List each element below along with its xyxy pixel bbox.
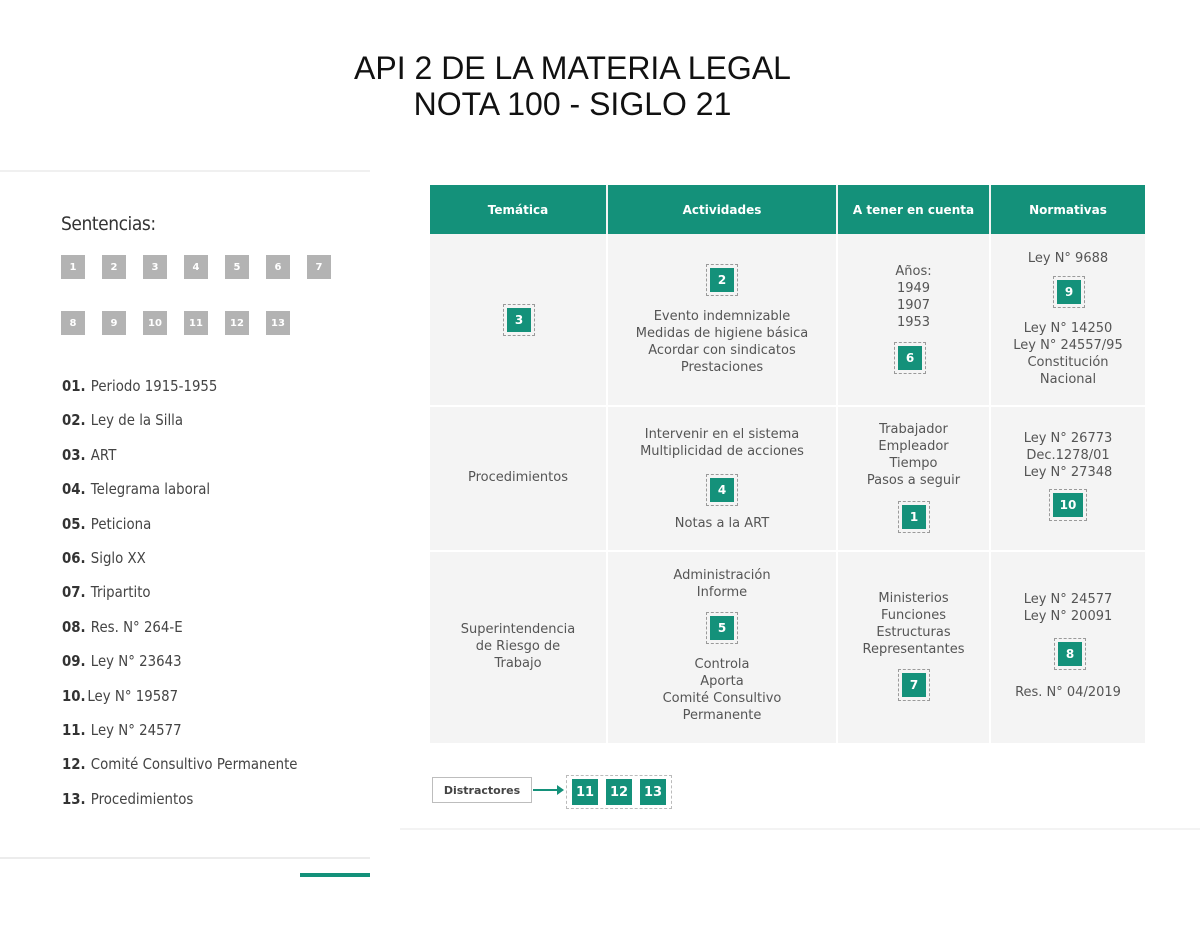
sentencia-chip-9[interactable]: 9: [102, 311, 126, 335]
legend-label: ART: [90, 445, 117, 464]
sentencia-chip-8[interactable]: 8: [61, 311, 85, 335]
legend-label: Ley de la Silla: [90, 411, 184, 430]
badge-8[interactable]: 8: [1058, 642, 1082, 666]
cell-normativas-row2: Ley N° 26773 Dec.1278/01 Ley N° 27348: [1023, 431, 1113, 480]
legend-item: [62, 614, 298, 648]
arrow-right-icon: [533, 789, 559, 791]
header-actividades: Actividades: [608, 185, 836, 234]
sentencia-chip-2[interactable]: 2: [102, 255, 126, 279]
cell-actividades-row3-top: Administración Informe: [673, 568, 771, 600]
legend-item: [62, 751, 298, 785]
legend-num: 08.: [62, 617, 86, 636]
legend-label: Procedimientos: [90, 789, 194, 808]
legend-label: Res. N° 264-E: [90, 617, 183, 636]
sentencias-heading: Sentencias:: [61, 213, 156, 235]
badge-3[interactable]: 3: [507, 308, 531, 332]
content-divider-bottom: [400, 828, 1200, 830]
header-tematica: Temática: [430, 185, 606, 234]
legend-num: 03.: [62, 445, 86, 464]
badge-10[interactable]: 10: [1053, 493, 1083, 517]
row-divider: [430, 405, 1145, 407]
legend-label: Ley N° 24577: [90, 720, 182, 739]
legend-num: 04.: [62, 480, 86, 499]
legend-item: [62, 683, 298, 717]
legend-num: 13.: [62, 789, 86, 808]
cell-tener-row2: Trabajador Empleador Tiempo Pasos a seguir: [866, 422, 961, 488]
cell-tener-row3: Ministerios Funciones Estructuras Representantes: [862, 591, 965, 657]
legend-num: 12.: [62, 755, 86, 774]
sentencias-legend: [62, 373, 336, 820]
sentencia-chip-10[interactable]: 10: [143, 311, 167, 335]
cell-actividades-row1: Evento indemnizable Medidas de higiene básica Acordar con sindicatos Prestaciones: [635, 309, 809, 375]
legend-item: [62, 476, 298, 510]
cell-normativas-row3-top: Ley N° 24577 Ley N° 20091: [1023, 592, 1113, 624]
sentencia-chip-5[interactable]: 5: [225, 255, 249, 279]
panel-divider-bottom: [0, 857, 370, 859]
header-normativas: Normativas: [991, 185, 1145, 234]
legend-num: 09.: [62, 652, 86, 671]
column-divider: [989, 234, 991, 743]
cell-normativas-row1-top: Ley N° 9688: [1027, 251, 1109, 266]
badge-5[interactable]: 5: [710, 616, 734, 640]
badge-2[interactable]: 2: [710, 268, 734, 292]
arrow-head-icon: [557, 785, 564, 795]
legend-label: Periodo 1915-1955: [90, 377, 218, 395]
cell-normativas-row3-bottom: Res. N° 04/2019: [1015, 685, 1121, 700]
page-title: [0, 50, 1145, 122]
legend-label: Peticiona: [90, 514, 152, 533]
sentencia-chip-11[interactable]: 11: [184, 311, 208, 335]
distractores-label: Distractores: [432, 777, 532, 803]
cell-actividades-row2-bottom: Notas a la ART: [674, 516, 770, 531]
legend-item: [62, 545, 298, 579]
sentencia-chip-3[interactable]: 3: [143, 255, 167, 279]
legend-item: [62, 786, 298, 820]
legend-item: [62, 407, 298, 441]
legend-item: [62, 442, 298, 476]
distractor-badge-12[interactable]: 12: [606, 779, 632, 805]
sentencia-chip-7[interactable]: 7: [307, 255, 331, 279]
header-tener-en-cuenta: A tener en cuenta: [838, 185, 989, 234]
badge-9[interactable]: 9: [1057, 280, 1081, 304]
cell-actividades-row3-bottom: Controla Aporta Comité Consultivo Permanente: [662, 657, 782, 723]
legend-label: Tripartito: [90, 583, 151, 602]
cell-tener-row1: Años: 1949 1907 1953: [895, 264, 932, 330]
cell-tematica-procedimientos: Procedimientos: [468, 470, 568, 485]
legend-num: 07.: [62, 583, 86, 602]
badge-6[interactable]: 6: [898, 346, 922, 370]
panel-divider-top: [0, 170, 370, 172]
legend-num: 01.: [62, 377, 86, 395]
legend-label: Telegrama laboral: [90, 480, 211, 499]
distractor-badge-13[interactable]: 13: [640, 779, 666, 805]
sentencia-chip-6[interactable]: 6: [266, 255, 290, 279]
legend-num: 05.: [62, 514, 86, 533]
title-line-1: API 2 DE LA MATERIA LEGAL: [354, 50, 791, 86]
badge-7[interactable]: 7: [902, 673, 926, 697]
badge-4[interactable]: 4: [710, 478, 734, 502]
row-divider: [430, 550, 1145, 552]
sentencia-chip-1[interactable]: 1: [61, 255, 85, 279]
cell-tematica-superintendencia: Superintendencia de Riesgo de Trabajo: [460, 622, 576, 671]
legend-item: [62, 511, 298, 545]
legend-label: Ley N° 23643: [90, 652, 182, 671]
legend-num: 11.: [62, 720, 86, 739]
legend-item: [62, 579, 298, 613]
legend-num: 06.: [62, 548, 86, 567]
cell-normativas-row1-bottom: Ley N° 14250 Ley N° 24557/95 Constitución Nacional: [1013, 321, 1123, 387]
distractor-badge-11[interactable]: 11: [572, 779, 598, 805]
legend-label: Siglo XX: [90, 548, 146, 567]
legend-num: 10.: [62, 686, 86, 705]
title-line-2: NOTA 100 - SIGLO 21: [413, 86, 732, 122]
sentencia-chip-12[interactable]: 12: [225, 311, 249, 335]
legend-num: 02.: [62, 411, 86, 430]
sentencia-chip-4[interactable]: 4: [184, 255, 208, 279]
legend-item: [62, 648, 298, 682]
legend-item: [62, 717, 298, 751]
legend-label: Comité Consultivo Permanente: [90, 755, 298, 774]
badge-1[interactable]: 1: [902, 505, 926, 529]
legend-label: Ley N° 19587: [87, 686, 179, 705]
legend-item: [62, 373, 298, 407]
cell-actividades-row2-top: Intervenir en el sistema Multiplicidad de acciones: [640, 427, 804, 459]
sentencia-chip-13[interactable]: 13: [266, 311, 290, 335]
panel-accent-bar: [300, 873, 370, 877]
